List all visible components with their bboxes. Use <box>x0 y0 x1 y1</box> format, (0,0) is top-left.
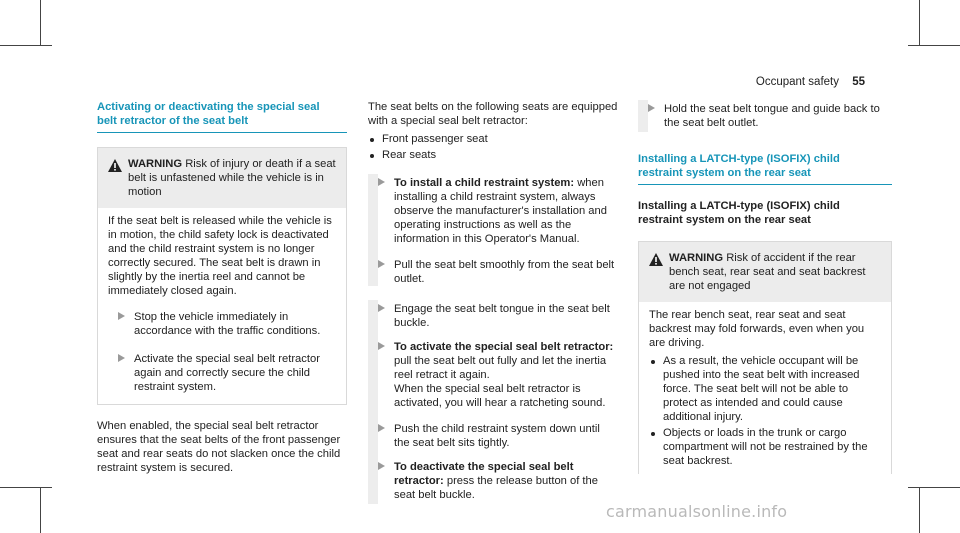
column-right <box>638 100 892 474</box>
list-item: To install a child restraint system: when installing a child restraint system, always observe the manufacturer's installation and operating instructions as well as the information in this Operator's Manual. <box>368 174 618 246</box>
list-item: Hold the seat belt tongue and guide back to the seat belt outlet. <box>638 100 892 132</box>
page-number: 55 <box>852 76 865 88</box>
watermark: carmanualsonline.info <box>606 502 788 521</box>
arrow-icon <box>118 354 125 362</box>
list-item: Engage the seat belt tongue in the seat belt buckle. <box>368 300 618 330</box>
arrow-icon <box>378 260 385 268</box>
warning-triangle-icon <box>649 253 663 266</box>
crop-mark <box>0 487 52 488</box>
crop-mark <box>40 0 41 46</box>
body-paragraph: The seat belts on the following seats are equipped with a special seal belt retractor: <box>368 101 618 127</box>
page-header <box>756 75 865 89</box>
list-item: Stop the vehicle immediately in accordance with the traffic conditions. <box>108 310 336 338</box>
arrow-icon <box>378 462 385 470</box>
subsection-heading: Installing a LATCH-type (ISOFIX) child restraint system on the rear seat <box>638 200 840 226</box>
warning-headline: Risk of injury or death if a seat belt is unfastened while the vehicle is in motion <box>128 158 336 198</box>
warning-headline: Risk of accident if the rear bench seat, rear seat and seat backrest are not engaged <box>669 252 866 292</box>
list-item: Objects or loads in the trunk or cargo compartment will not be restrained by the seat backrest. <box>649 426 881 468</box>
crop-mark <box>919 0 920 46</box>
crop-mark <box>919 487 920 533</box>
list-item: Rear seats <box>368 148 618 162</box>
bullet-icon <box>651 432 655 436</box>
list-item: Front passenger seat <box>368 132 618 146</box>
arrow-icon <box>648 104 655 112</box>
section-heading: Activating or deactivating the special seal belt retractor of the seat belt <box>97 100 347 133</box>
step-group <box>368 174 618 286</box>
step-group <box>368 300 618 504</box>
warning-text: The rear bench seat, rear seat and seat backrest may fold forwards, even when you are driving. <box>649 309 865 349</box>
step-group <box>638 100 892 132</box>
list-item: As a result, the vehicle occupant will be pushed into the seat belt with increased force. The seat belt will not be able to protect as intended and could cause additional injury. <box>649 354 881 424</box>
body-paragraph: When enabled, the special seal belt retractor ensures that the seat belts of the front passenger seat and rear seats do not slacken once the child restraint system is secured. <box>97 420 341 474</box>
column-left <box>97 100 347 483</box>
warning-label: WARNING <box>128 158 183 170</box>
warning-box <box>97 147 347 405</box>
arrow-icon <box>378 178 385 186</box>
warning-text: If the seat belt is released while the vehicle is in motion, the child safety lock is deactivated and the child restraint system is no longer correctly secured. The seat belt is drawn in slightly by the inertia reel and cannot be immediately closed again. <box>108 215 332 297</box>
crop-mark <box>908 487 960 488</box>
section-title: Occupant safety <box>755 76 839 88</box>
arrow-icon <box>378 304 385 312</box>
warning-triangle-icon <box>108 159 122 172</box>
arrow-icon <box>118 312 125 320</box>
section-heading: Installing a LATCH-type (ISOFIX) child restraint system on the rear seat <box>638 152 892 185</box>
warning-label: WARNING <box>669 252 724 264</box>
column-middle <box>368 100 618 504</box>
list-item: Pull the seat belt smoothly from the seat belt outlet. <box>368 258 618 286</box>
list-item: Activate the special seal belt retractor again and correctly secure the child restraint system. <box>108 352 336 394</box>
list-item: Push the child restraint system down until the seat belt sits tightly. <box>368 422 618 450</box>
bullet-icon <box>651 360 655 364</box>
warning-box <box>638 241 892 474</box>
crop-mark <box>0 45 52 46</box>
bullet-icon <box>370 154 374 158</box>
list-item: To activate the special seal belt retractor: pull the seat belt out fully and let the inertia reel retract it again. When the special seal belt retractor is activated, you will hear a ratcheting sound. <box>368 340 618 410</box>
crop-mark <box>40 487 41 533</box>
bullet-icon <box>370 138 374 142</box>
arrow-icon <box>378 424 385 432</box>
crop-mark <box>908 45 960 46</box>
list-item: To deactivate the special seal belt retractor: press the release button of the seat belt buckle. <box>368 460 618 504</box>
arrow-icon <box>378 342 385 350</box>
